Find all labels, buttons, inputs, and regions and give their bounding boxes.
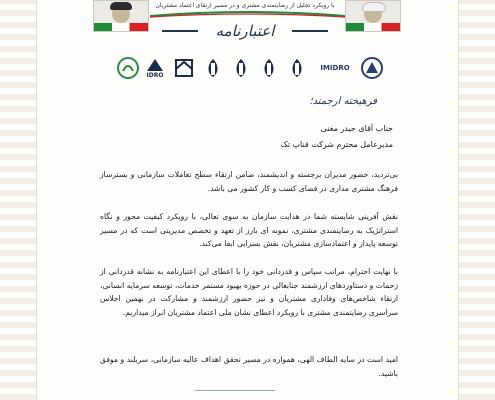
portrait-turban [110,2,132,10]
flag-ribbon [346,23,400,31]
logo-idro-label: IDRO [146,71,164,79]
certificate-title: اعتبارنامه [215,22,275,40]
portrait-left [93,0,149,32]
logo-imidro-icon [314,55,356,81]
recipient-position: مدیرعامل محترم شرکت فناپ تک [280,140,393,149]
logo-emblem-4-icon [286,55,308,81]
flag-ribbon [94,23,148,31]
logo-emblem-3-icon [258,55,280,81]
paragraph-4: امید است در سایه الطاف الهی، همواره در مسیر تحقق اهداف عالیه سازمانی، سربلند و موفق باشید. [100,355,398,378]
greeting: فرهیخته ارجمند؛ [309,96,377,107]
logo-imidro-label: IMIDRO [320,64,350,72]
logo-emblem-2-icon [230,55,252,81]
logo-3-icon [172,55,196,81]
portrait-turban [362,2,386,12]
recipient-name: جناب آقای حیدر مغنی [320,124,393,133]
title-ornament-left [162,30,198,32]
portrait-right [345,0,401,32]
right-decorative-border [458,0,495,400]
logo-strip [116,55,386,83]
title-block [170,20,320,44]
header-subtitle: با رویکرد تجلیل از رضایتمندی مشتری و در مسیر ارتقای اعتماد مشتریان [155,2,335,9]
left-decorative-border [0,0,37,400]
flag-swoosh [150,10,345,18]
paragraph-1: بی‌تردید، حضور مدیران برجسته و اندیشمند، ضامن ارتقاء سطح تعاملات سازمانی و بسترساز فرهنگ مشتری مداری در فضای کسب و کار کشور می باشد. [100,170,398,193]
title-ornament-right [292,30,328,32]
paragraph-2: نقش آفرینی شایسته شما در هدایت سازمان به سوی تعالی، با رویکرد کیفیت محور و نگاه استراتژیک به رضایتمندی مشتری، نمونه ای بارز از تعهد و تخصص مدیریتی است که در مسیر توسعه پایدار و اعتمادسازی مشتریان، نقش بسزایی ایفا می‌کند. [100,212,398,249]
logo-1-icon [116,55,140,81]
paragraph-3: با نهایت احترام، مراتب سپاس و قدردانی خود را با اعطای این اعتبارنامه به نشانه قدردانی از زحمات و دستاوردهای ارزشمند جنابعالی در حوزه بهبود مستمر خدمات، توسعه سرمایه انسانی، ارتقاء شاخص‌های وفاداری مشتریان و نیز حضور ارزشمند و مشارکت در نهمین اجلاس سراسری رضایتمندی مشتری با رویکرد اعطای نشان ملی اعتماد مشتریان ابراز میداریم. [100,267,398,317]
logo-idro-icon [142,55,168,81]
signature-area [195,390,275,391]
logo-9-icon [360,55,384,81]
logo-emblem-1-icon [202,55,224,81]
